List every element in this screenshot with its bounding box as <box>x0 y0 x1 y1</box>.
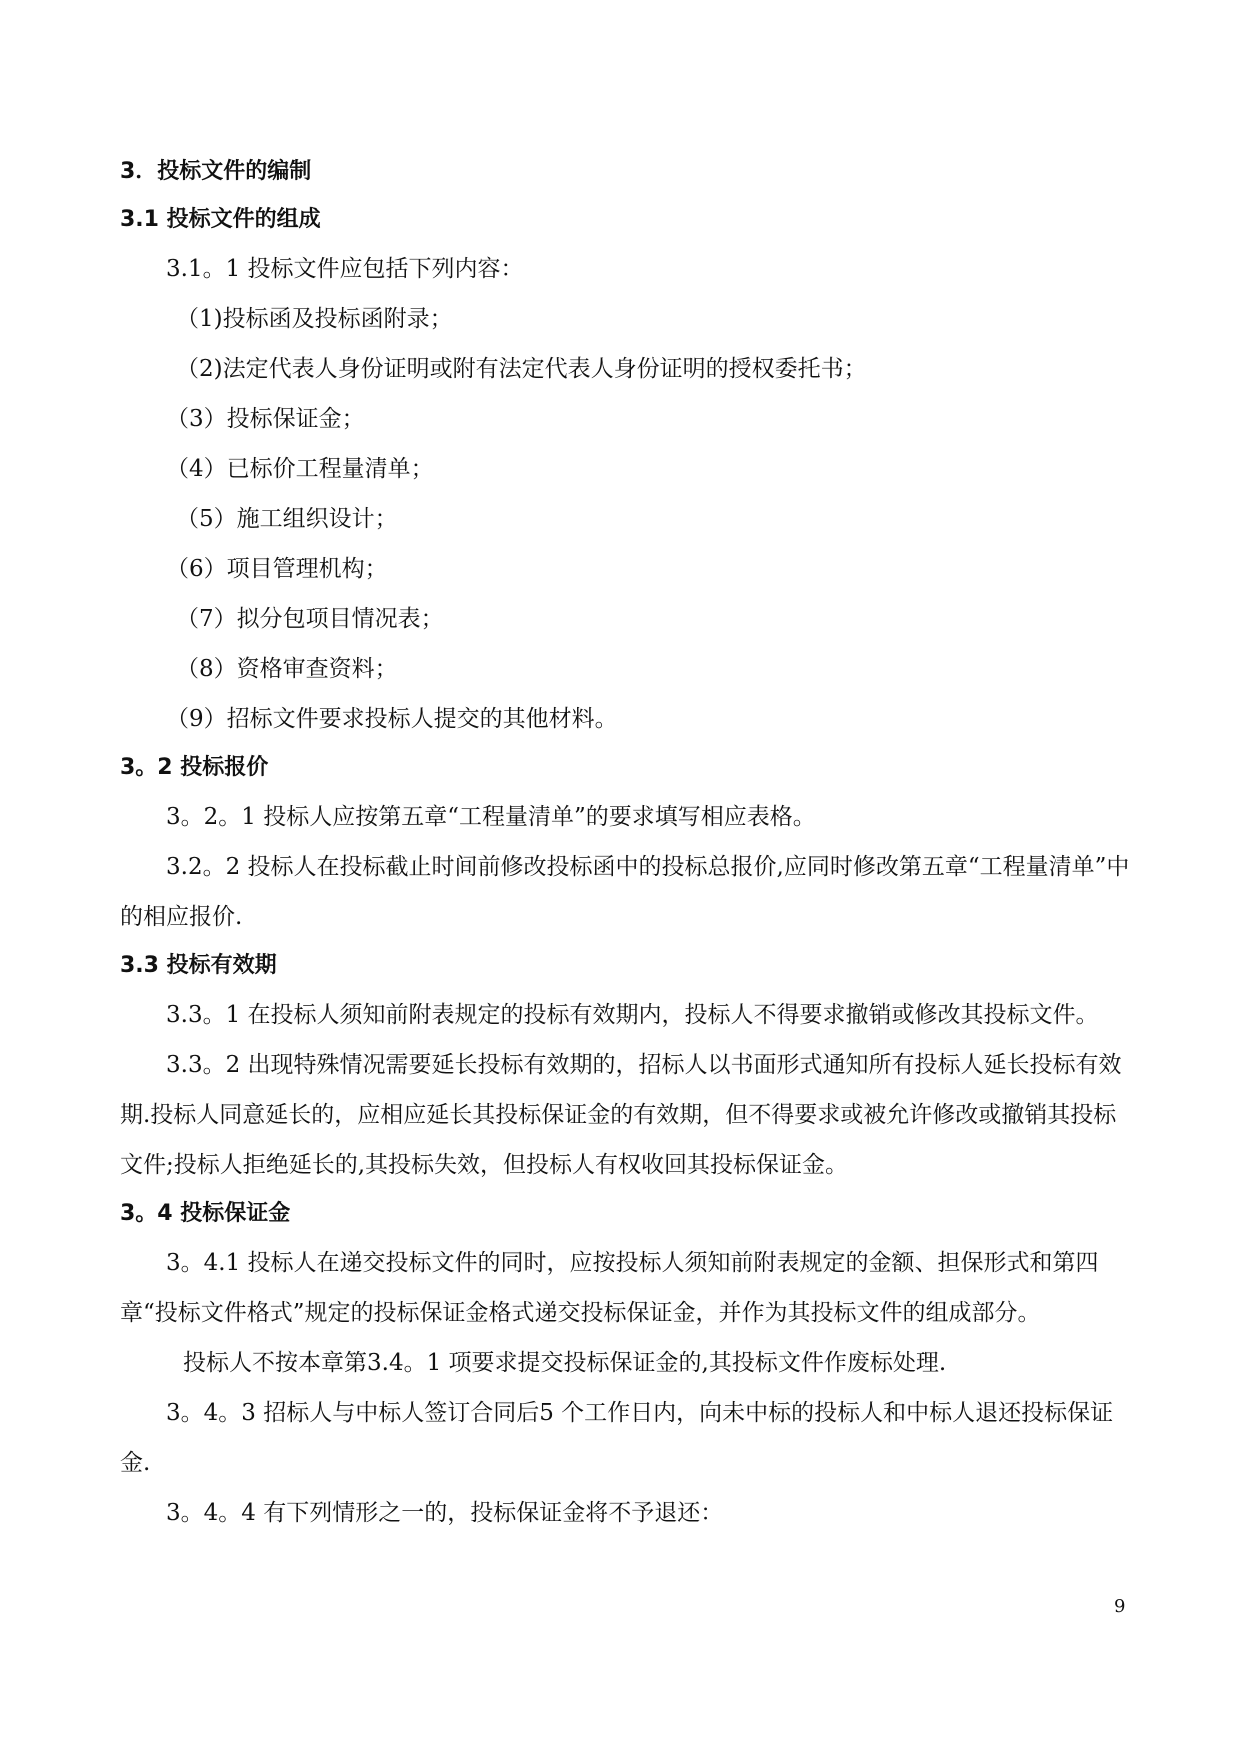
list-item: （2)法定代表人身份证明或附有法定代表人身份证明的授权委托书； <box>176 356 867 382</box>
section-3-2-heading: 3。2 投标报价 <box>120 755 269 780</box>
list-item: （3）投标保证金； <box>166 406 365 432</box>
paragraph-3-2-1: 3。2。1 投标人应按第五章“工程量清单”的要求填写相应表格。 <box>166 804 816 830</box>
paragraph-3-3-1: 3.3。1 在投标人须知前附表规定的投标有效期内，投标人不得要求撤销或修改其投标文件。 <box>166 1002 1099 1028</box>
page-content <box>120 148 1130 1538</box>
page-number: 9 <box>1114 1596 1126 1617</box>
section-3-4-heading: 3。4 投标保证金 <box>120 1201 291 1226</box>
list-item: （1)投标函及投标函附录； <box>176 306 453 332</box>
list-item: （5）施工组织设计； <box>176 506 398 532</box>
list-item: （9）招标文件要求投标人提交的其他材料。 <box>166 706 618 732</box>
section-3-heading: 3．投标文件的编制 <box>120 159 312 184</box>
list-item: （7）拟分包项目情况表； <box>176 606 444 632</box>
list-item: （4）已标价工程量清单； <box>166 456 434 482</box>
paragraph-3-4-1: 3。4.1 投标人在递交投标文件的同时，应按投标人须知前附表规定的金额、担保形式和第四章“投标文件格式”规定的投标保证金格式递交投标保证金，并作为其投标文件的组成部分。 <box>120 1250 1099 1326</box>
section-3-3-heading: 3.3 投标有效期 <box>120 953 277 978</box>
paragraph-3-3-2: 3.3。2 出现特殊情况需要延长投标有效期的，招标人以书面形式通知所有投标人延长投标有效期.投标人同意延长的，应相应延长其投标保证金的有效期，但不得要求或被允许修改或撤销其投标文件;投标人拒绝延长的,其投标失效，但投标人有权收回其投标保证金。 <box>120 1052 1122 1178</box>
section-3-1-heading: 3.1 投标文件的组成 <box>120 207 321 232</box>
paragraph-3-2-2: 3.2。2 投标人在投标截止时间前修改投标函中的投标总报价,应同时修改第五章“工程量清单”中的相应报价. <box>120 854 1130 930</box>
list-item: （8）资格审查资料； <box>176 656 398 682</box>
paragraph-3-4-2: 投标人不按本章第3.4。1 项要求提交投标保证金的,其投标文件作废标处理. <box>183 1350 947 1376</box>
list-item: （6）项目管理机构； <box>166 556 388 582</box>
paragraph-3-4-4: 3。4。4 有下列情形之一的，投标保证金将不予退还： <box>166 1500 724 1526</box>
paragraph-3-4-3: 3。4。3 招标人与中标人签订合同后5 个工作日内，向未中标的投标人和中标人退还投标保证金. <box>120 1400 1114 1476</box>
paragraph-3-1-1: 3.1。1 投标文件应包括下列内容： <box>166 256 524 282</box>
